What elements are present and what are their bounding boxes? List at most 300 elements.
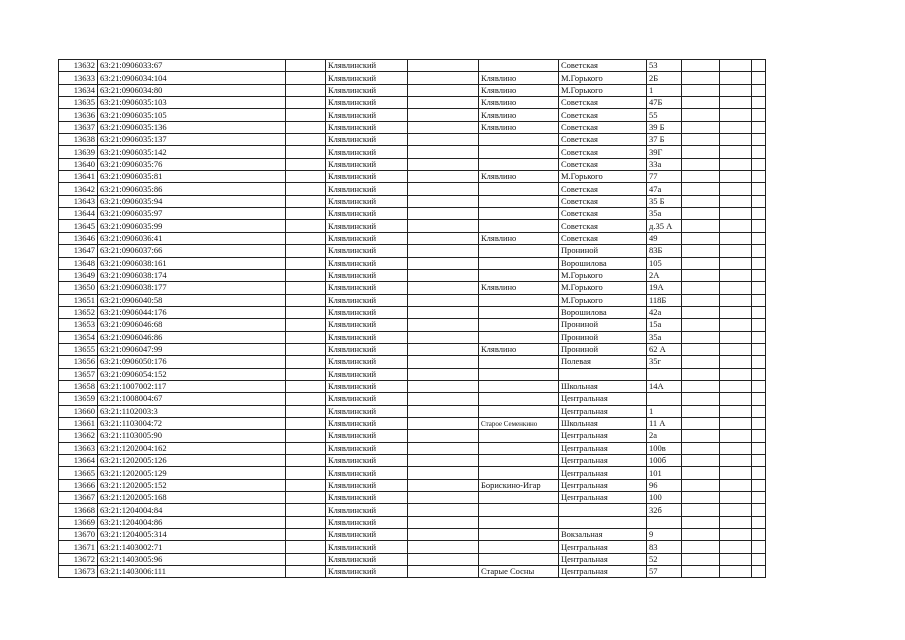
empty-cell (408, 97, 479, 109)
empty-cell (752, 368, 766, 380)
cadastral-number-cell: 63:21:0906034:80 (98, 84, 286, 96)
empty-cell (682, 566, 720, 578)
street-cell (559, 368, 647, 380)
street-cell: Центральная (559, 492, 647, 504)
empty-cell (408, 442, 479, 454)
empty-cell (752, 245, 766, 257)
locality-cell: Борискино-Игар (479, 479, 559, 491)
row-number-cell: 13648 (59, 257, 98, 269)
district-cell: Клявлинский (326, 566, 408, 578)
house-number-cell: 35 Б (647, 195, 682, 207)
empty-cell (752, 541, 766, 553)
table-row (59, 405, 766, 417)
empty-cell (408, 467, 479, 479)
empty-cell (286, 467, 326, 479)
row-number-cell: 13658 (59, 380, 98, 392)
street-cell: Полевая (559, 356, 647, 368)
table-row (59, 269, 766, 281)
empty-cell (682, 195, 720, 207)
district-cell: Клявлинский (326, 393, 408, 405)
empty-cell (286, 393, 326, 405)
cadastral-number-cell: 63:21:0906040:58 (98, 294, 286, 306)
district-cell: Клявлинский (326, 455, 408, 467)
street-cell (559, 504, 647, 516)
cadastral-number-cell: 63:21:1202005:129 (98, 467, 286, 479)
empty-cell (682, 516, 720, 528)
empty-cell (720, 72, 752, 84)
empty-cell (720, 84, 752, 96)
empty-cell (720, 492, 752, 504)
empty-cell (720, 220, 752, 232)
locality-cell (479, 504, 559, 516)
empty-cell (408, 529, 479, 541)
empty-cell (752, 97, 766, 109)
house-number-cell: 42а (647, 306, 682, 318)
district-cell: Клявлинский (326, 171, 408, 183)
empty-cell (682, 393, 720, 405)
empty-cell (408, 109, 479, 121)
cadastral-number-cell: 63:21:1202005:168 (98, 492, 286, 504)
empty-cell (408, 269, 479, 281)
empty-cell (286, 405, 326, 417)
cadastral-number-cell: 63:21:1202005:152 (98, 479, 286, 491)
district-cell: Клявлинский (326, 245, 408, 257)
street-cell: Центральная (559, 467, 647, 479)
empty-cell (682, 492, 720, 504)
empty-cell (752, 455, 766, 467)
district-cell: Клявлинский (326, 417, 408, 429)
row-number-cell: 13661 (59, 417, 98, 429)
empty-cell (682, 294, 720, 306)
street-cell: М.Горького (559, 294, 647, 306)
row-number-cell: 13635 (59, 97, 98, 109)
empty-cell (752, 492, 766, 504)
cadastral-number-cell: 63:21:0906038:177 (98, 282, 286, 294)
row-number-cell: 13670 (59, 529, 98, 541)
locality-cell (479, 516, 559, 528)
table-row (59, 343, 766, 355)
locality-cell: Клявлино (479, 343, 559, 355)
cadastral-number-cell: 63:21:0906046:86 (98, 331, 286, 343)
empty-cell (720, 183, 752, 195)
empty-cell (720, 479, 752, 491)
cadastral-number-cell: 63:21:0906034:104 (98, 72, 286, 84)
house-number-cell: 2Б (647, 72, 682, 84)
empty-cell (408, 245, 479, 257)
empty-cell (682, 257, 720, 269)
house-number-cell: 39Г (647, 146, 682, 158)
table-row (59, 442, 766, 454)
empty-cell (682, 319, 720, 331)
locality-cell: Клявлино (479, 232, 559, 244)
empty-cell (408, 220, 479, 232)
locality-cell (479, 541, 559, 553)
empty-cell (720, 60, 752, 72)
empty-cell (408, 405, 479, 417)
street-cell: Прониной (559, 245, 647, 257)
cadastral-number-cell: 63:21:0906050:176 (98, 356, 286, 368)
empty-cell (720, 405, 752, 417)
empty-cell (286, 97, 326, 109)
locality-cell: Старые Сосны (479, 566, 559, 578)
empty-cell (408, 331, 479, 343)
street-cell: Советская (559, 220, 647, 232)
street-cell: М.Горького (559, 171, 647, 183)
empty-cell (682, 442, 720, 454)
cadastral-number-cell: 63:21:1202005:126 (98, 455, 286, 467)
district-cell: Клявлинский (326, 504, 408, 516)
empty-cell (408, 195, 479, 207)
table-row (59, 566, 766, 578)
table-row (59, 306, 766, 318)
row-number-cell: 13647 (59, 245, 98, 257)
locality-cell (479, 134, 559, 146)
house-number-cell: 9 (647, 529, 682, 541)
street-cell: Советская (559, 208, 647, 220)
empty-cell (286, 541, 326, 553)
street-cell: Советская (559, 109, 647, 121)
district-cell: Клявлинский (326, 195, 408, 207)
row-number-cell: 13673 (59, 566, 98, 578)
empty-cell (286, 356, 326, 368)
house-number-cell: 35г (647, 356, 682, 368)
street-cell: Центральная (559, 553, 647, 565)
row-number-cell: 13666 (59, 479, 98, 491)
district-cell: Клявлинский (326, 430, 408, 442)
empty-cell (720, 504, 752, 516)
empty-cell (720, 319, 752, 331)
district-cell: Клявлинский (326, 84, 408, 96)
house-number-cell: 77 (647, 171, 682, 183)
table-row (59, 492, 766, 504)
empty-cell (682, 368, 720, 380)
table-row (59, 455, 766, 467)
cadastral-number-cell: 63:21:1202004:162 (98, 442, 286, 454)
table-row (59, 368, 766, 380)
empty-cell (752, 516, 766, 528)
district-cell: Клявлинский (326, 331, 408, 343)
empty-cell (286, 504, 326, 516)
empty-cell (286, 84, 326, 96)
empty-cell (752, 171, 766, 183)
table-row (59, 319, 766, 331)
empty-cell (286, 282, 326, 294)
empty-cell (682, 220, 720, 232)
street-cell: Центральная (559, 455, 647, 467)
empty-cell (286, 195, 326, 207)
table-row (59, 331, 766, 343)
empty-cell (682, 306, 720, 318)
empty-cell (682, 467, 720, 479)
cadastral-number-cell: 63:21:0906046:68 (98, 319, 286, 331)
empty-cell (682, 245, 720, 257)
empty-cell (682, 146, 720, 158)
house-number-cell: 55 (647, 109, 682, 121)
street-cell: Советская (559, 183, 647, 195)
locality-cell (479, 306, 559, 318)
street-cell: Прониной (559, 343, 647, 355)
empty-cell (408, 121, 479, 133)
empty-cell (720, 356, 752, 368)
locality-cell: Клявлино (479, 282, 559, 294)
district-cell: Клявлинский (326, 60, 408, 72)
street-cell: Ворошилова (559, 306, 647, 318)
row-number-cell: 13655 (59, 343, 98, 355)
empty-cell (682, 479, 720, 491)
empty-cell (286, 319, 326, 331)
empty-cell (752, 294, 766, 306)
empty-cell (752, 109, 766, 121)
table-row (59, 504, 766, 516)
empty-cell (408, 504, 479, 516)
empty-cell (752, 405, 766, 417)
locality-cell (479, 319, 559, 331)
cadastral-number-cell: 63:21:0906047:99 (98, 343, 286, 355)
locality-cell (479, 553, 559, 565)
table-row (59, 220, 766, 232)
table-row (59, 183, 766, 195)
cadastral-number-cell: 63:21:0906044:176 (98, 306, 286, 318)
empty-cell (408, 171, 479, 183)
empty-cell (720, 257, 752, 269)
empty-cell (720, 195, 752, 207)
locality-cell (479, 195, 559, 207)
house-number-cell: 19А (647, 282, 682, 294)
street-cell: Центральная (559, 393, 647, 405)
house-number-cell: 1 (647, 84, 682, 96)
row-number-cell: 13645 (59, 220, 98, 232)
house-number-cell: 35а (647, 208, 682, 220)
row-number-cell: 13660 (59, 405, 98, 417)
locality-cell (479, 60, 559, 72)
empty-cell (720, 541, 752, 553)
empty-cell (752, 84, 766, 96)
empty-cell (682, 183, 720, 195)
empty-cell (408, 208, 479, 220)
empty-cell (408, 134, 479, 146)
row-number-cell: 13672 (59, 553, 98, 565)
street-cell: Советская (559, 158, 647, 170)
cadastral-number-cell: 63:21:0906035:81 (98, 171, 286, 183)
table-row (59, 380, 766, 392)
house-number-cell: 35а (647, 331, 682, 343)
empty-cell (682, 417, 720, 429)
row-number-cell: 13665 (59, 467, 98, 479)
locality-cell (479, 430, 559, 442)
cadastral-number-cell: 63:21:0906035:94 (98, 195, 286, 207)
table-row (59, 479, 766, 491)
locality-cell (479, 529, 559, 541)
empty-cell (682, 380, 720, 392)
empty-cell (752, 208, 766, 220)
street-cell: Советская (559, 232, 647, 244)
row-number-cell: 13651 (59, 294, 98, 306)
empty-cell (408, 183, 479, 195)
street-cell: Ворошилова (559, 257, 647, 269)
row-number-cell: 13659 (59, 393, 98, 405)
locality-cell (479, 146, 559, 158)
table-row (59, 121, 766, 133)
empty-cell (682, 97, 720, 109)
empty-cell (286, 232, 326, 244)
empty-cell (752, 380, 766, 392)
row-number-cell: 13663 (59, 442, 98, 454)
empty-cell (752, 393, 766, 405)
house-number-cell: 39 Б (647, 121, 682, 133)
district-cell: Клявлинский (326, 356, 408, 368)
empty-cell (752, 282, 766, 294)
empty-cell (720, 269, 752, 281)
locality-cell: Клявлино (479, 171, 559, 183)
locality-cell (479, 368, 559, 380)
empty-cell (752, 529, 766, 541)
empty-cell (286, 479, 326, 491)
table-row (59, 97, 766, 109)
cadastral-number-cell: 63:21:1204004:86 (98, 516, 286, 528)
house-number-cell: 15а (647, 319, 682, 331)
district-cell: Клявлинский (326, 306, 408, 318)
table-row (59, 72, 766, 84)
district-cell: Клявлинский (326, 257, 408, 269)
locality-cell (479, 245, 559, 257)
house-number-cell (647, 393, 682, 405)
district-cell: Клявлинский (326, 97, 408, 109)
district-cell: Клявлинский (326, 529, 408, 541)
empty-cell (752, 430, 766, 442)
table-row (59, 417, 766, 429)
cadastral-number-cell: 63:21:1102003:3 (98, 405, 286, 417)
empty-cell (720, 294, 752, 306)
empty-cell (752, 146, 766, 158)
empty-cell (752, 134, 766, 146)
locality-cell (479, 442, 559, 454)
table-row (59, 553, 766, 565)
empty-cell (682, 541, 720, 553)
district-cell: Клявлинский (326, 232, 408, 244)
district-cell: Клявлинский (326, 282, 408, 294)
district-cell: Клявлинский (326, 343, 408, 355)
empty-cell (720, 380, 752, 392)
table-row (59, 208, 766, 220)
table-row (59, 294, 766, 306)
locality-cell: Старое Семенкино (479, 417, 559, 429)
empty-cell (682, 84, 720, 96)
empty-cell (286, 442, 326, 454)
empty-cell (720, 146, 752, 158)
cadastral-number-cell: 63:21:1204004:84 (98, 504, 286, 516)
empty-cell (408, 566, 479, 578)
street-cell: Советская (559, 146, 647, 158)
row-number-cell: 13634 (59, 84, 98, 96)
house-number-cell: 37 Б (647, 134, 682, 146)
locality-cell (479, 183, 559, 195)
house-number-cell: 52 (647, 553, 682, 565)
empty-cell (720, 566, 752, 578)
empty-cell (752, 60, 766, 72)
cadastral-number-cell: 63:21:0906035:105 (98, 109, 286, 121)
row-number-cell: 13632 (59, 60, 98, 72)
empty-cell (682, 232, 720, 244)
empty-cell (286, 171, 326, 183)
house-number-cell: 62 А (647, 343, 682, 355)
locality-cell (479, 455, 559, 467)
empty-cell (286, 269, 326, 281)
empty-cell (720, 245, 752, 257)
empty-cell (682, 504, 720, 516)
district-cell: Клявлинский (326, 541, 408, 553)
spreadsheet-page (58, 59, 766, 578)
empty-cell (682, 282, 720, 294)
empty-cell (408, 455, 479, 467)
empty-cell (286, 109, 326, 121)
district-cell: Клявлинский (326, 516, 408, 528)
cadastral-number-cell: 63:21:0906036:41 (98, 232, 286, 244)
empty-cell (408, 553, 479, 565)
district-cell: Клявлинский (326, 442, 408, 454)
district-cell: Клявлинский (326, 208, 408, 220)
table-row (59, 356, 766, 368)
empty-cell (682, 208, 720, 220)
table-row (59, 109, 766, 121)
street-cell: Советская (559, 97, 647, 109)
row-number-cell: 13643 (59, 195, 98, 207)
table-row (59, 393, 766, 405)
cadastral-number-cell: 63:21:0906035:76 (98, 158, 286, 170)
empty-cell (408, 356, 479, 368)
empty-cell (752, 442, 766, 454)
district-cell: Клявлинский (326, 479, 408, 491)
empty-cell (752, 220, 766, 232)
locality-cell: Клявлино (479, 84, 559, 96)
row-number-cell: 13650 (59, 282, 98, 294)
empty-cell (682, 134, 720, 146)
cadastral-number-cell: 63:21:1103004:72 (98, 417, 286, 429)
locality-cell (479, 380, 559, 392)
street-cell: М.Горького (559, 269, 647, 281)
street-cell: Советская (559, 134, 647, 146)
locality-cell (479, 220, 559, 232)
empty-cell (286, 245, 326, 257)
locality-cell: Клявлино (479, 97, 559, 109)
empty-cell (286, 516, 326, 528)
street-cell: М.Горького (559, 282, 647, 294)
empty-cell (752, 183, 766, 195)
row-number-cell: 13653 (59, 319, 98, 331)
empty-cell (752, 343, 766, 355)
empty-cell (408, 294, 479, 306)
house-number-cell: 2а (647, 430, 682, 442)
locality-cell (479, 208, 559, 220)
table-row (59, 134, 766, 146)
empty-cell (408, 60, 479, 72)
street-cell: Прониной (559, 331, 647, 343)
house-number-cell: 105 (647, 257, 682, 269)
locality-cell (479, 257, 559, 269)
district-cell: Клявлинский (326, 121, 408, 133)
empty-cell (682, 171, 720, 183)
empty-cell (408, 541, 479, 553)
district-cell: Клявлинский (326, 467, 408, 479)
empty-cell (720, 442, 752, 454)
empty-cell (720, 208, 752, 220)
cadastral-number-cell: 63:21:0906035:137 (98, 134, 286, 146)
empty-cell (720, 232, 752, 244)
street-cell: Советская (559, 195, 647, 207)
empty-cell (286, 553, 326, 565)
empty-cell (408, 232, 479, 244)
locality-cell (479, 405, 559, 417)
cadastral-number-cell: 63:21:1103005:90 (98, 430, 286, 442)
